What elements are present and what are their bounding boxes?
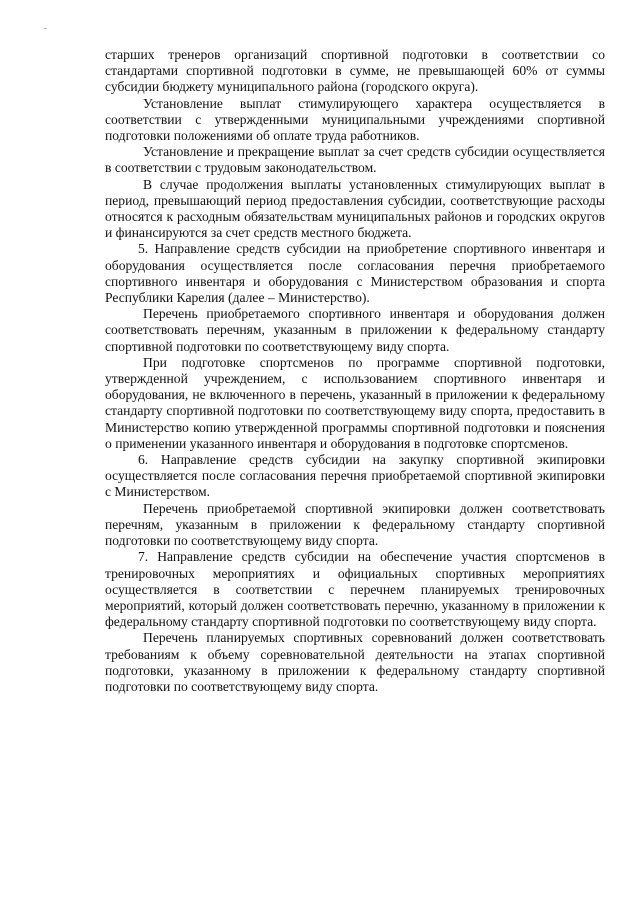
paragraph-labor-law: Установление и прекращение выплат за счет средств субсидии осуществляется в соответствии с трудовым законодательством. bbox=[105, 144, 605, 176]
paragraph-item-5: 5. Направление средств субсидии на приобретение спортивного инвентаря и оборудования осуществляется после согласования перечня приобретаемого спортивного инвентаря и оборудования с Министерством образования и спорта Республики Карелия (далее – Министерство). bbox=[105, 241, 605, 306]
paragraph-outfit-list: Перечень приобретаемой спортивной экипировки должен соответствовать перечням, указанным в приложении к федеральному стандарту спортивной подготовки по соответствующему виду спорта. bbox=[105, 500, 605, 549]
paragraph-item-7: 7. Направление средств субсидии на обеспечение участия спортсменов в тренировочных мероприятиях и официальных спортивных мероприятиях осуществляется в соответствии с перечнем планируемых тренировочных мероприятий, который должен соответствовать перечню, указанному в приложении к федеральному стандарту спортивной подготовки по соответствующему виду спорта. bbox=[105, 549, 605, 630]
paragraph-item-6: 6. Направление средств субсидии на закупку спортивной экипировки осуществляется после согласования перечня приобретаемой спортивной экипировки с Министерством. bbox=[105, 452, 605, 500]
document-body bbox=[105, 47, 605, 695]
paragraph-program-equipment: При подготовке спортсменов по программе спортивной подготовки, утвержденной учреждением, с использованием спортивного инвентаря и оборудования, не включенного в перечень, указанный в приложении к федеральному стандарту спортивной подготовки по соответствующему виду спорта, предоставить в Министерство копию утвержденной программы спортивной подготовки и пояснения о применении указанного инвентаря и оборудования в подготовке спортсменов. bbox=[105, 354, 605, 451]
paragraph-continuation: старших тренеров организаций спортивной подготовки в соответствии со стандартами спортивной подготовки в сумме, не превышающей 60% от суммы субсидии бюджету муниципального района (городского округа). bbox=[105, 47, 605, 95]
paragraph-equipment-list: Перечень приобретаемого спортивного инвентаря и оборудования должен соответствовать перечням, указанным в приложении к федеральному стандарту спортивной подготовки по соответствующему виду спорта. bbox=[105, 306, 605, 354]
scan-mark bbox=[44, 28, 47, 29]
paragraph-competitions-list: Перечень планируемых спортивных соревнований должен соответствовать требованиям к объему соревновательной деятельности на этапах спортивной подготовки, указанному в приложении к федеральному стандарту спортивной подготовки по соответствующему виду спорта. bbox=[105, 630, 605, 694]
paragraph-local-budget: В случае продолжения выплаты установленных стимулирующих выплат в период, превышающий период предоставления субсидии, соответствующие расходы относятся к расходным обязательствам муниципальных районов и городских округов и финансируются за счет средств местного бюджета. bbox=[105, 176, 605, 241]
paragraph-incentive-payments: Установление выплат стимулирующего характера осуществляется в соответствии с утвержденными муниципальными учреждениями спортивной подготовки положениями об оплате труда работников. bbox=[105, 95, 605, 144]
